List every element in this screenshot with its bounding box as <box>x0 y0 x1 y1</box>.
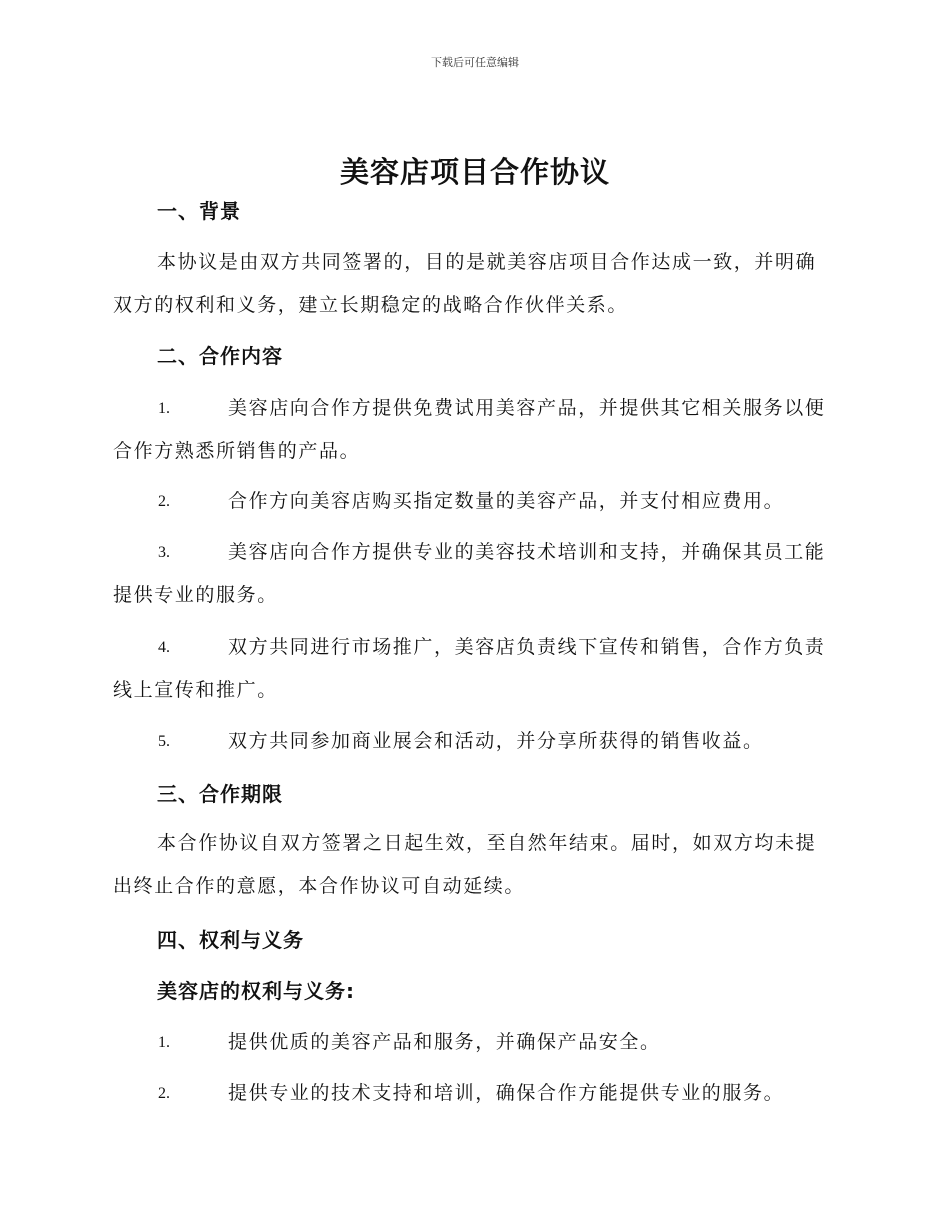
list-item-text: 提供专业的技术支持和培训，确保合作方能提供专业的服务。 <box>228 1082 785 1104</box>
list-item-text: 美容店向合作方提供免费试用美容产品，并提供其它相关服务以便合作方熟悉所销售的产品。 <box>113 397 826 462</box>
section-heading-background: 一、背景 <box>157 199 241 223</box>
document-title: 美容店项目合作协议 <box>339 155 610 189</box>
list-item <box>113 531 833 617</box>
section-heading-content: 二、合作内容 <box>157 344 283 368</box>
list-item-number: 5. <box>158 733 170 750</box>
list-item <box>113 1021 833 1064</box>
list-item-text: 合作方向美容店购买指定数量的美容产品，并支付相应费用。 <box>228 490 785 512</box>
list-item-number: 3. <box>158 544 170 561</box>
list-item-number: 1. <box>158 400 170 417</box>
list-item-text: 美容店向合作方提供专业的美容技术培训和支持，并确保其员工能提供专业的服务。 <box>113 541 826 606</box>
list-item-number: 2. <box>158 493 170 510</box>
section-heading-term: 三、合作期限 <box>157 782 283 806</box>
section-heading-rights: 四、权利与义务 <box>157 928 304 952</box>
list-item <box>113 1072 833 1115</box>
list-item <box>113 387 833 473</box>
header-note: 下载后可任意编辑 <box>431 56 519 69</box>
subsection-heading-salon: 美容店的权利与义务: <box>157 979 355 1003</box>
list-item <box>113 720 833 763</box>
list-item-number: 4. <box>158 639 170 656</box>
list-item-text: 提供优质的美容产品和服务，并确保产品安全。 <box>228 1031 661 1053</box>
list-item-text: 双方共同参加商业展会和活动，并分享所获得的销售收益。 <box>228 730 764 752</box>
list-item-number: 1. <box>158 1034 170 1051</box>
list-item <box>113 626 833 712</box>
list-item-number: 2. <box>158 1085 170 1102</box>
list-item-text: 双方共同进行市场推广，美容店负责线下宣传和销售，合作方负责线上宣传和推广。 <box>113 636 826 701</box>
section-paragraph-background: 本协议是由双方共同签署的，目的是就美容店项目合作达成一致，并明确双方的权利和义务，建立长期稳定的战略合作伙伴关系。 <box>113 251 817 316</box>
section-paragraph-term: 本合作协议自双方签署之日起生效，至自然年结束。届时，如双方均未提出终止合作的意愿，本合作协议可自动延续。 <box>113 832 817 897</box>
list-item <box>113 480 833 523</box>
